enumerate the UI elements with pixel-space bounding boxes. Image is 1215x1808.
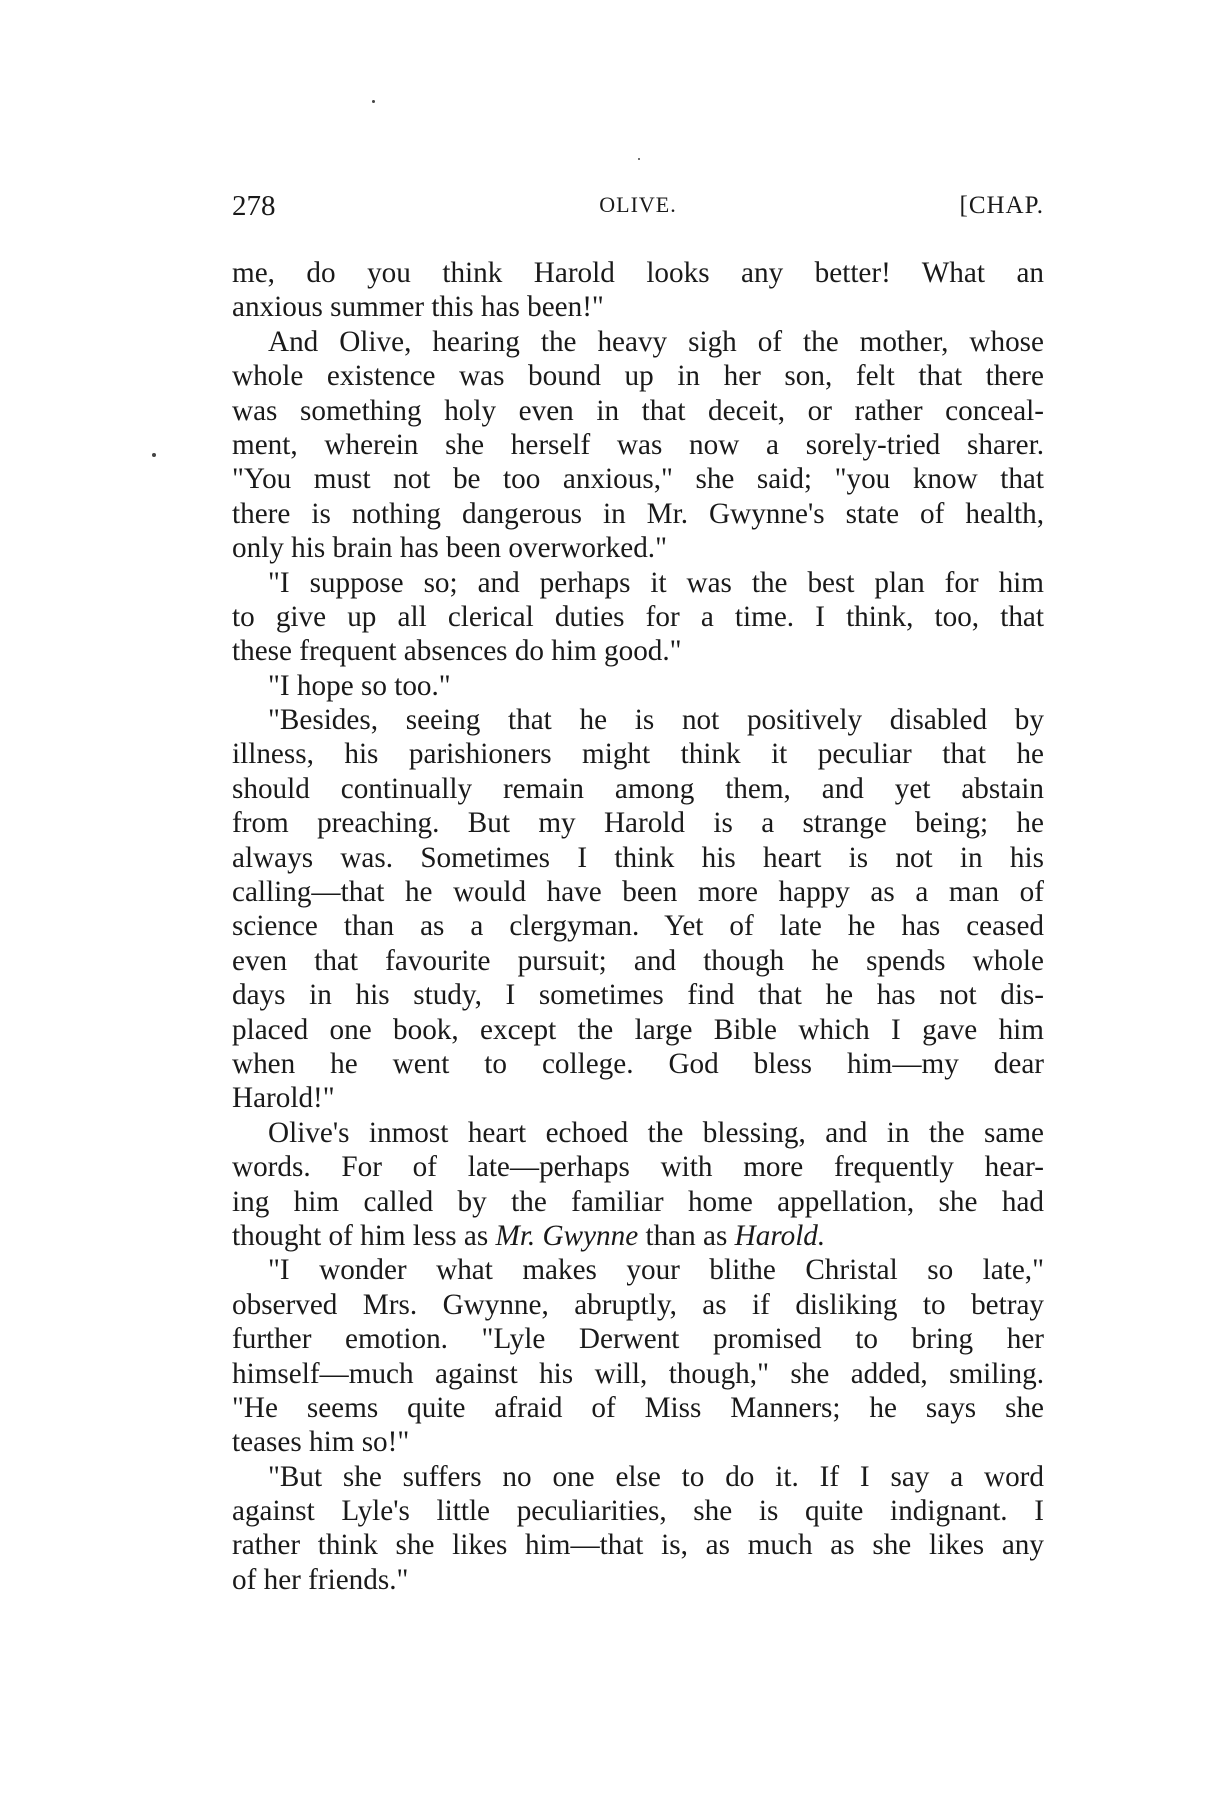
text-line	[232, 1219, 1044, 1253]
text-line: illness, his parishioners might think it peculiar that he	[232, 738, 1044, 771]
text-line: himself—much against his will, though," she added, smiling.	[232, 1357, 1044, 1390]
paper-speck	[152, 453, 156, 457]
text-line: science than as a clergyman. Yet of late he has ceased	[232, 910, 1044, 943]
text-line: Harold!"	[232, 1082, 335, 1115]
text-line: ment, wherein she herself was now a sorely-tried sharer.	[232, 428, 1044, 461]
text-line: only his brain has been overworked."	[232, 532, 668, 565]
text-line: further emotion. "Lyle Derwent promised to bring her	[232, 1323, 1044, 1356]
running-title: OLIVE.	[599, 192, 677, 217]
page-number: 278	[232, 190, 276, 222]
text-line: always was. Sometimes I think his heart is not in his	[232, 841, 1044, 874]
text-line: "I hope so too."	[268, 669, 451, 702]
text-line: should continually remain among them, and yet abstain	[232, 772, 1044, 805]
text-fragment: thought of him less as	[232, 1219, 496, 1252]
text-line: was something holy even in that deceit, or rather conceal-	[232, 394, 1044, 427]
text-line: days in his study, I sometimes find that he has not dis-	[232, 979, 1044, 1012]
text-line: from preaching. But my Harold is a strange being; he	[232, 807, 1044, 840]
text-line: "I wonder what makes your blithe Christal so late,"	[268, 1254, 1044, 1287]
text-line: against Lyle's little peculiarities, she is quite indignant. I	[232, 1495, 1044, 1528]
running-head	[232, 190, 1044, 230]
text-line: Olive's inmost heart echoed the blessing, and in the same	[268, 1116, 1044, 1149]
text-line: And Olive, hearing the heavy sigh of the mother, whose	[268, 325, 1044, 358]
text-line: anxious summer this has been!"	[232, 291, 604, 324]
text-line: "I suppose so; and perhaps it was the best plan for him	[268, 566, 1044, 599]
text-line: ing him called by the familiar home appellation, she had	[232, 1185, 1044, 1218]
running-chapter: [CHAP.	[959, 192, 1044, 219]
italic-name: Harold.	[734, 1219, 826, 1252]
text-line: calling—that he would have been more happy as a man of	[232, 876, 1044, 909]
text-line: to give up all clerical duties for a time. I think, too, that	[232, 600, 1044, 633]
text-line: even that favourite pursuit; and though he spends whole	[232, 944, 1044, 977]
italic-name: Mr. Gwynne	[495, 1219, 639, 1252]
text-line: of her friends."	[232, 1563, 409, 1596]
text-line: me, do you think Harold looks any better! What an	[232, 257, 1044, 289]
paper-speck	[638, 158, 640, 160]
text-line: words. For of late—perhaps with more frequently hear-	[232, 1151, 1044, 1184]
text-line: there is nothing dangerous in Mr. Gwynne's state of health,	[232, 497, 1044, 530]
text-line: "Besides, seeing that he is not positively disabled by	[268, 704, 1044, 737]
body-text	[232, 256, 1044, 1597]
text-line: observed Mrs. Gwynne, abruptly, as if disliking to betray	[232, 1288, 1044, 1321]
text-line: when he went to college. God bless him—my dear	[232, 1047, 1044, 1080]
text-line: these frequent absences do him good."	[232, 635, 682, 668]
text-line: whole existence was bound up in her son, felt that there	[232, 360, 1044, 393]
text-line: "He seems quite afraid of Miss Manners; he says she	[232, 1391, 1044, 1424]
text-line: rather think she likes him—that is, as much as she likes any	[232, 1529, 1044, 1562]
text-line: "But she suffers no one else to do it. If I say a word	[268, 1460, 1044, 1493]
text-line: teases him so!"	[232, 1426, 410, 1459]
text-line: placed one book, except the large Bible which I gave him	[232, 1013, 1044, 1046]
text-fragment: than as	[638, 1219, 735, 1252]
paper-speck	[372, 100, 375, 103]
text-line: "You must not be too anxious," she said; "you know that	[232, 463, 1044, 496]
